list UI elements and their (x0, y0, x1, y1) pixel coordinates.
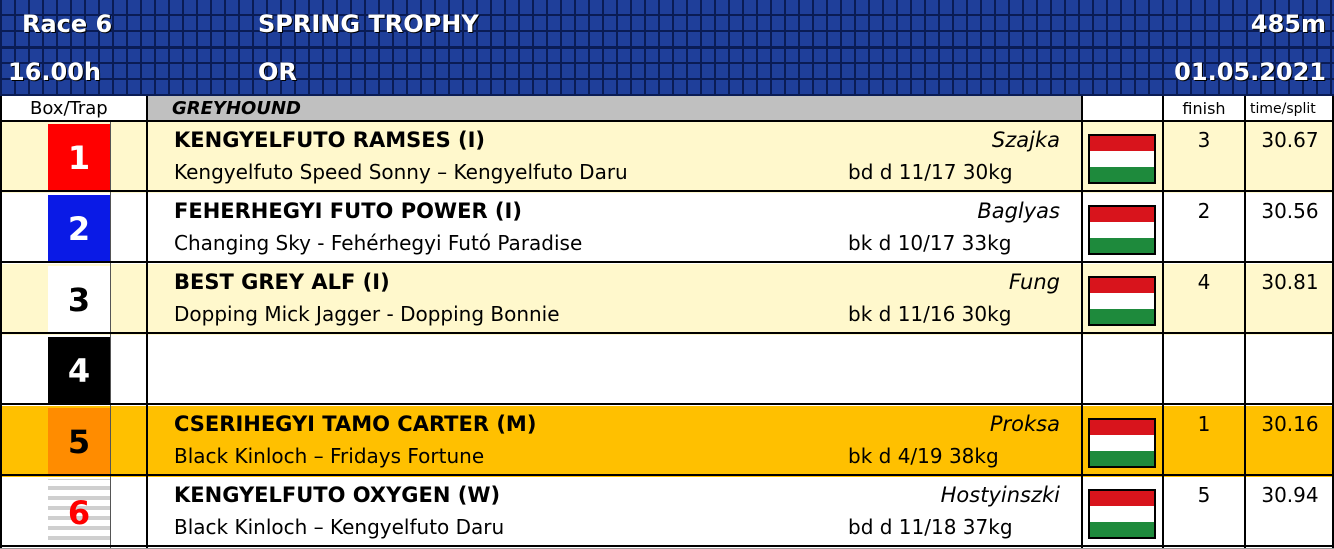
grid-line (1162, 335, 1164, 406)
grid-line (0, 193, 2, 264)
dog-details: bk d 10/17 33kg (848, 231, 1012, 255)
finish-position: 2 (1197, 199, 1211, 223)
grid-line (1244, 122, 1246, 193)
grid-line (0, 477, 2, 548)
grid-line (1162, 406, 1164, 477)
grid-line (110, 406, 111, 477)
grid-line (1162, 193, 1164, 264)
dog-breeding: Kengyelfuto Speed Sonny – Kengyelfuto Daru (174, 160, 628, 184)
trap-number-badge: 5 (48, 408, 110, 475)
runner-row (0, 335, 1334, 406)
grid-line (0, 264, 2, 335)
finish-position: 5 (1197, 483, 1211, 507)
dog-details: bk d 4/19 38kg (848, 444, 999, 468)
race-header (0, 0, 1334, 96)
row-border (0, 261, 1334, 263)
grid-line (0, 335, 2, 406)
dog-name: FEHERHEGYI FUTO POWER (I) (174, 199, 522, 223)
dog-name: CSERIHEGYI TAMO CARTER (M) (174, 412, 537, 436)
grid-line (110, 477, 111, 548)
runner-row (0, 406, 1334, 477)
race-time: 16.00h (8, 57, 101, 86)
grid-line (1081, 406, 1083, 477)
header-row-1 (0, 0, 1334, 47)
row-border (0, 332, 1334, 334)
grid-line (146, 122, 148, 193)
grid-line (146, 335, 148, 406)
finish-time: 30.94 (1261, 483, 1319, 507)
race-date: 01.05.2021 (1174, 57, 1326, 86)
row-border (0, 190, 1334, 192)
hungary-flag-icon (1088, 418, 1156, 468)
row-border (0, 403, 1334, 405)
grid-line (1162, 264, 1164, 335)
grid-line (1244, 264, 1246, 335)
grid-line (110, 122, 111, 193)
runner-row (0, 264, 1334, 335)
dog-name: KENGYELFUTO RAMSES (I) (174, 128, 486, 152)
row-dog-cell (148, 335, 1083, 406)
dog-breeding: Black Kinloch – Fridays Fortune (174, 444, 485, 468)
finish-time: 30.67 (1261, 128, 1319, 152)
grid-line (1162, 477, 1164, 548)
grid-line (1162, 96, 1164, 122)
dog-name: BEST GREY ALF (I) (174, 270, 390, 294)
grid-line (1081, 335, 1083, 406)
race-grade: OR (258, 57, 297, 86)
trap-number-badge: 6 (48, 479, 110, 546)
dog-details: bd d 11/17 30kg (848, 160, 1013, 184)
dog-breeding: Dopping Mick Jagger - Dopping Bonnie (174, 302, 560, 326)
column-header-row (0, 96, 1334, 122)
trap-number-badge: 2 (48, 195, 110, 262)
dog-name: KENGYELFUTO OXYGEN (W) (174, 483, 501, 507)
trainer-name: Fung (1008, 270, 1060, 294)
grid-line (0, 122, 2, 193)
col-time: time/split (1250, 101, 1316, 117)
finish-position: 3 (1197, 128, 1211, 152)
grid-line (1081, 122, 1083, 193)
race-distance: 485m (1250, 9, 1326, 38)
grid-line (146, 406, 148, 477)
grid-line (1244, 335, 1246, 406)
grid-line (0, 406, 2, 477)
race-label: Race 6 (22, 9, 113, 38)
trap-number-badge: 4 (48, 337, 110, 404)
runner-row (0, 193, 1334, 264)
runner-row (0, 477, 1334, 548)
trap-number-badge: 1 (48, 124, 110, 191)
row-result-cell (1083, 335, 1334, 406)
grid-line (110, 193, 111, 264)
hungary-flag-icon (1088, 205, 1156, 255)
trainer-name: Proksa (989, 412, 1060, 436)
grid-line (0, 96, 2, 122)
grid-line (1244, 406, 1246, 477)
row-border (0, 545, 1334, 547)
race-name: SPRING TROPHY (258, 9, 479, 38)
grid-line (146, 96, 148, 122)
grid-line (1244, 477, 1246, 548)
grid-line (1081, 264, 1083, 335)
finish-position: 1 (1197, 412, 1211, 436)
finish-time: 30.16 (1261, 412, 1319, 436)
grid-line (146, 264, 148, 335)
col-finish: finish (1182, 99, 1226, 118)
trainer-name: Szajka (991, 128, 1060, 152)
grid-line (1081, 193, 1083, 264)
finish-time: 30.81 (1261, 270, 1319, 294)
finish-position: 4 (1197, 270, 1211, 294)
grid-line (1081, 477, 1083, 548)
grid-line (146, 477, 148, 548)
hungary-flag-icon (1088, 134, 1156, 184)
col-greyhound: GREYHOUND (172, 98, 301, 119)
grid-line (1162, 122, 1164, 193)
grid-line (110, 335, 111, 406)
dog-breeding: Black Kinloch – Kengyelfuto Daru (174, 515, 505, 539)
col-box-trap: Box/Trap (30, 98, 108, 119)
grid-line (1081, 96, 1083, 122)
grid-line (1244, 193, 1246, 264)
trainer-name: Baglyas (977, 199, 1060, 223)
runner-row (0, 122, 1334, 193)
header-row-2 (0, 48, 1334, 95)
grid-line (110, 264, 111, 335)
grid-line (146, 193, 148, 264)
grid-line (1244, 96, 1246, 122)
trainer-name: Hostyinszki (940, 483, 1060, 507)
dog-breeding: Changing Sky - Fehérhegyi Futó Paradise (174, 231, 583, 255)
finish-time: 30.56 (1261, 199, 1319, 223)
hungary-flag-icon (1088, 276, 1156, 326)
hungary-flag-icon (1088, 489, 1156, 539)
row-border (0, 474, 1334, 476)
dog-details: bk d 11/16 30kg (848, 302, 1012, 326)
dog-details: bd d 11/18 37kg (848, 515, 1013, 539)
runners-table (0, 96, 1334, 539)
trap-number-badge: 3 (48, 266, 110, 333)
